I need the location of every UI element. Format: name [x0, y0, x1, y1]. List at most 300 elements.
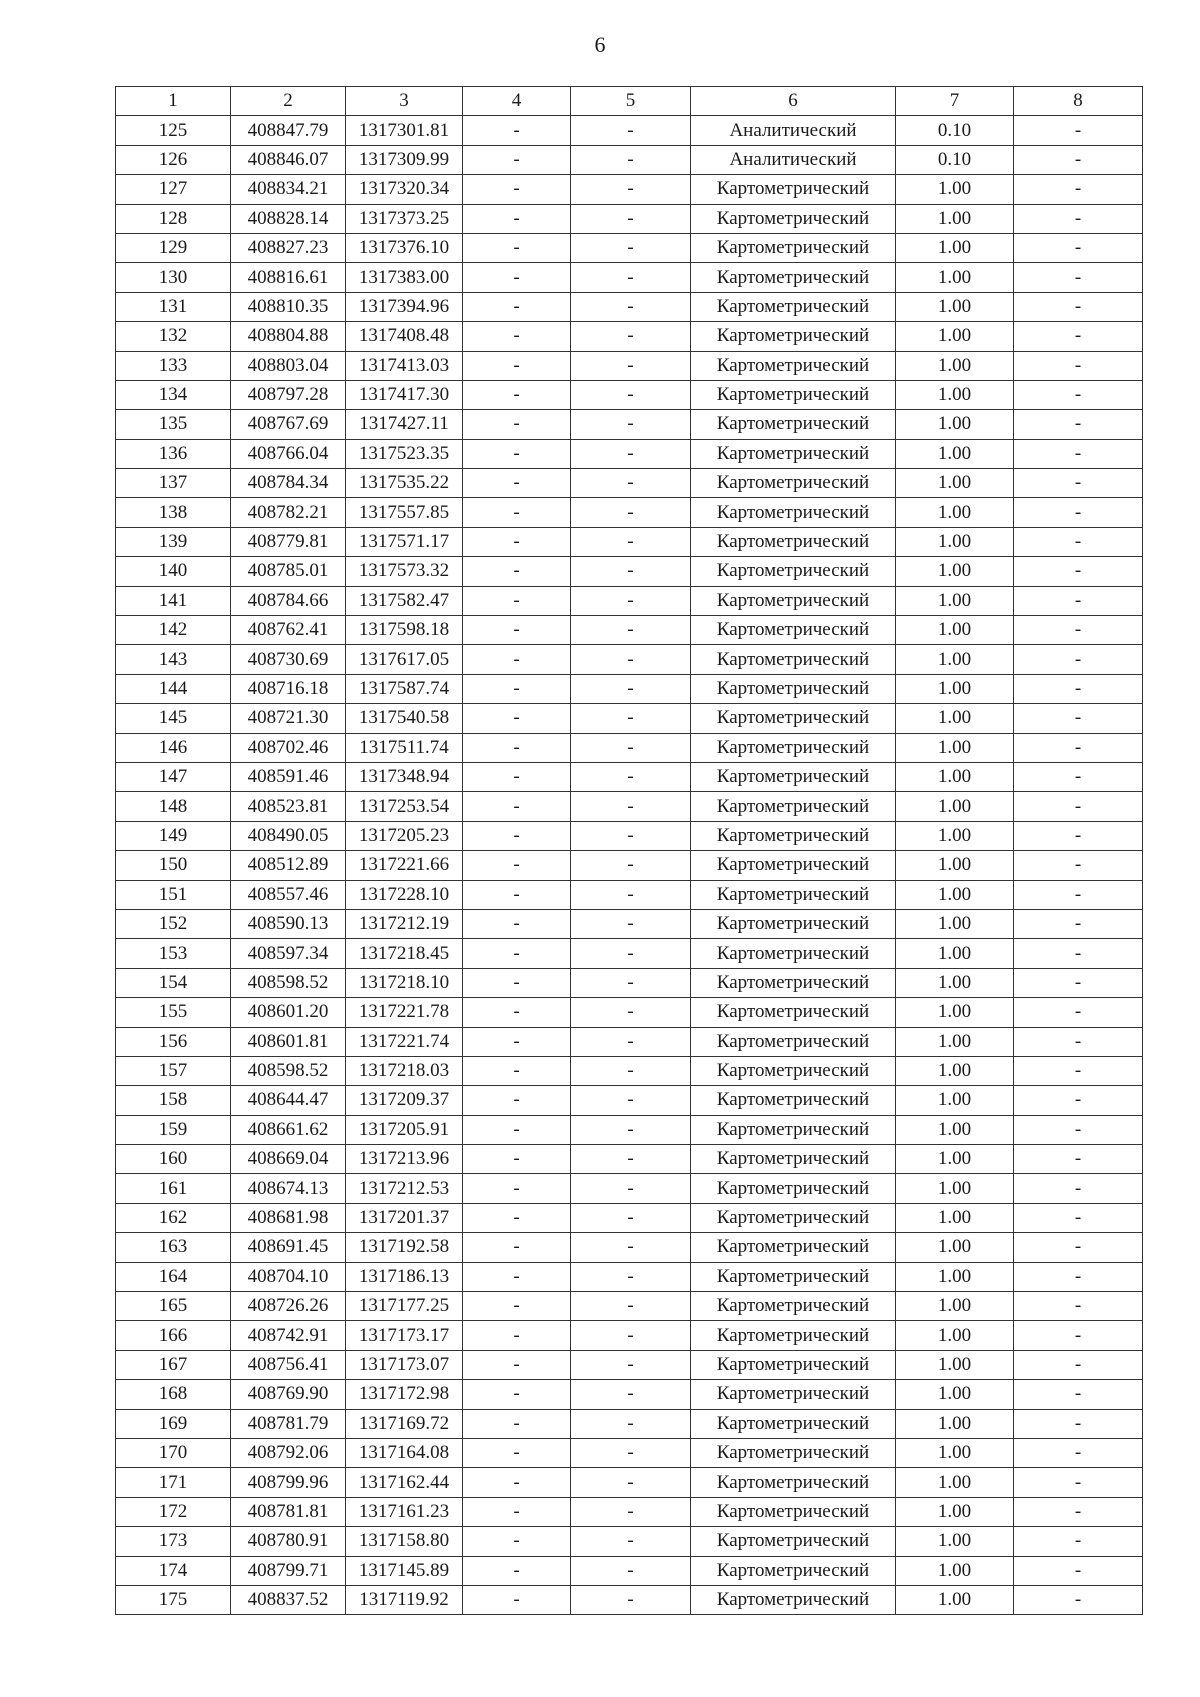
column-5-cell: -: [571, 821, 691, 850]
point-number-cell: 145: [116, 704, 231, 733]
column-8-cell: -: [1014, 439, 1143, 468]
method-cell: Картометрический: [691, 1262, 896, 1291]
table-row: [116, 645, 1143, 674]
column-8-cell: -: [1014, 1086, 1143, 1115]
column-8-cell: -: [1014, 204, 1143, 233]
column-4-cell: -: [463, 645, 571, 674]
accuracy-cell: 1.00: [896, 1115, 1014, 1144]
method-cell: Картометрический: [691, 1585, 896, 1614]
y-coordinate-cell: 1317172.98: [346, 1380, 463, 1409]
accuracy-cell: 1.00: [896, 851, 1014, 880]
column-8-cell: -: [1014, 322, 1143, 351]
table-body: [116, 116, 1143, 1615]
y-coordinate-cell: 1317205.23: [346, 821, 463, 850]
header-cell: 2: [231, 87, 346, 116]
column-8-cell: -: [1014, 1145, 1143, 1174]
method-cell: Картометрический: [691, 704, 896, 733]
method-cell: Картометрический: [691, 968, 896, 997]
column-5-cell: -: [571, 1086, 691, 1115]
table-row: [116, 204, 1143, 233]
point-number-cell: 175: [116, 1585, 231, 1614]
table-row: [116, 292, 1143, 321]
method-cell: Картометрический: [691, 733, 896, 762]
y-coordinate-cell: 1317394.96: [346, 292, 463, 321]
accuracy-cell: 1.00: [896, 1380, 1014, 1409]
column-4-cell: -: [463, 527, 571, 556]
accuracy-cell: 1.00: [896, 527, 1014, 556]
column-8-cell: -: [1014, 704, 1143, 733]
method-cell: Картометрический: [691, 1438, 896, 1467]
table-row: [116, 498, 1143, 527]
accuracy-cell: 1.00: [896, 586, 1014, 615]
x-coordinate-cell: 408704.10: [231, 1262, 346, 1291]
point-number-cell: 128: [116, 204, 231, 233]
table-row: [116, 1438, 1143, 1467]
column-4-cell: -: [463, 1468, 571, 1497]
x-coordinate-cell: 408781.81: [231, 1497, 346, 1526]
column-4-cell: -: [463, 116, 571, 145]
y-coordinate-cell: 1317376.10: [346, 233, 463, 262]
header-row: [116, 87, 1143, 116]
method-cell: Картометрический: [691, 674, 896, 703]
method-cell: Картометрический: [691, 380, 896, 409]
table-row: [116, 1086, 1143, 1115]
point-number-cell: 126: [116, 145, 231, 174]
accuracy-cell: 1.00: [896, 1086, 1014, 1115]
header-cell: 7: [896, 87, 1014, 116]
x-coordinate-cell: 408661.62: [231, 1115, 346, 1144]
column-5-cell: -: [571, 1174, 691, 1203]
x-coordinate-cell: 408828.14: [231, 204, 346, 233]
column-4-cell: -: [463, 851, 571, 880]
point-number-cell: 153: [116, 939, 231, 968]
x-coordinate-cell: 408669.04: [231, 1145, 346, 1174]
x-coordinate-cell: 408784.66: [231, 586, 346, 615]
table-row: [116, 1292, 1143, 1321]
column-5-cell: -: [571, 1527, 691, 1556]
column-8-cell: -: [1014, 233, 1143, 262]
accuracy-cell: 1.00: [896, 645, 1014, 674]
accuracy-cell: 1.00: [896, 1497, 1014, 1526]
y-coordinate-cell: 1317511.74: [346, 733, 463, 762]
x-coordinate-cell: 408792.06: [231, 1438, 346, 1467]
table-row: [116, 1350, 1143, 1379]
method-cell: Картометрический: [691, 1145, 896, 1174]
y-coordinate-cell: 1317169.72: [346, 1409, 463, 1438]
column-4-cell: -: [463, 1497, 571, 1526]
column-8-cell: -: [1014, 145, 1143, 174]
table-row: [116, 1527, 1143, 1556]
accuracy-cell: 1.00: [896, 469, 1014, 498]
page-number: 6: [594, 32, 606, 57]
y-coordinate-cell: 1317320.34: [346, 175, 463, 204]
x-coordinate-cell: 408804.88: [231, 322, 346, 351]
method-cell: Аналитический: [691, 116, 896, 145]
column-5-cell: -: [571, 351, 691, 380]
accuracy-cell: 1.00: [896, 1145, 1014, 1174]
method-cell: Картометрический: [691, 439, 896, 468]
y-coordinate-cell: 1317158.80: [346, 1527, 463, 1556]
point-number-cell: 160: [116, 1145, 231, 1174]
column-8-cell: -: [1014, 1556, 1143, 1585]
header-cell: 3: [346, 87, 463, 116]
y-coordinate-cell: 1317173.07: [346, 1350, 463, 1379]
column-8-cell: -: [1014, 909, 1143, 938]
x-coordinate-cell: 408721.30: [231, 704, 346, 733]
table-row: [116, 263, 1143, 292]
point-number-cell: 152: [116, 909, 231, 938]
column-4-cell: -: [463, 351, 571, 380]
point-number-cell: 131: [116, 292, 231, 321]
column-5-cell: -: [571, 1409, 691, 1438]
column-8-cell: -: [1014, 292, 1143, 321]
method-cell: Картометрический: [691, 1380, 896, 1409]
column-8-cell: -: [1014, 410, 1143, 439]
x-coordinate-cell: 408598.52: [231, 968, 346, 997]
column-4-cell: -: [463, 792, 571, 821]
column-4-cell: -: [463, 145, 571, 174]
table-row: [116, 1203, 1143, 1232]
point-number-cell: 135: [116, 410, 231, 439]
column-5-cell: -: [571, 851, 691, 880]
accuracy-cell: 1.00: [896, 263, 1014, 292]
x-coordinate-cell: 408782.21: [231, 498, 346, 527]
column-4-cell: -: [463, 410, 571, 439]
accuracy-cell: 1.00: [896, 1262, 1014, 1291]
accuracy-cell: 1.00: [896, 498, 1014, 527]
point-number-cell: 136: [116, 439, 231, 468]
column-8-cell: -: [1014, 1380, 1143, 1409]
column-8-cell: -: [1014, 1409, 1143, 1438]
column-5-cell: -: [571, 1233, 691, 1262]
method-cell: Картометрический: [691, 939, 896, 968]
accuracy-cell: 1.00: [896, 1321, 1014, 1350]
column-4-cell: -: [463, 733, 571, 762]
x-coordinate-cell: 408837.52: [231, 1585, 346, 1614]
column-5-cell: -: [571, 968, 691, 997]
column-8-cell: -: [1014, 616, 1143, 645]
x-coordinate-cell: 408769.90: [231, 1380, 346, 1409]
column-4-cell: -: [463, 1174, 571, 1203]
accuracy-cell: 1.00: [896, 1056, 1014, 1085]
column-8-cell: -: [1014, 498, 1143, 527]
method-cell: Картометрический: [691, 998, 896, 1027]
x-coordinate-cell: 408781.79: [231, 1409, 346, 1438]
point-number-cell: 125: [116, 116, 231, 145]
column-4-cell: -: [463, 998, 571, 1027]
table-row: [116, 527, 1143, 556]
y-coordinate-cell: 1317408.48: [346, 322, 463, 351]
column-5-cell: -: [571, 498, 691, 527]
y-coordinate-cell: 1317617.05: [346, 645, 463, 674]
x-coordinate-cell: 408557.46: [231, 880, 346, 909]
point-number-cell: 133: [116, 351, 231, 380]
column-4-cell: -: [463, 498, 571, 527]
x-coordinate-cell: 408601.81: [231, 1027, 346, 1056]
column-4-cell: -: [463, 821, 571, 850]
accuracy-cell: 1.00: [896, 1203, 1014, 1232]
accuracy-cell: 1.00: [896, 1174, 1014, 1203]
method-cell: Картометрический: [691, 586, 896, 615]
y-coordinate-cell: 1317218.45: [346, 939, 463, 968]
column-8-cell: -: [1014, 263, 1143, 292]
x-coordinate-cell: 408716.18: [231, 674, 346, 703]
column-5-cell: -: [571, 1203, 691, 1232]
x-coordinate-cell: 408799.96: [231, 1468, 346, 1497]
method-cell: Картометрический: [691, 1527, 896, 1556]
accuracy-cell: 1.00: [896, 674, 1014, 703]
y-coordinate-cell: 1317301.81: [346, 116, 463, 145]
column-5-cell: -: [571, 1056, 691, 1085]
point-number-cell: 158: [116, 1086, 231, 1115]
accuracy-cell: 1.00: [896, 322, 1014, 351]
method-cell: Картометрический: [691, 204, 896, 233]
y-coordinate-cell: 1317201.37: [346, 1203, 463, 1232]
column-8-cell: -: [1014, 645, 1143, 674]
column-8-cell: -: [1014, 1174, 1143, 1203]
y-coordinate-cell: 1317119.92: [346, 1585, 463, 1614]
table-row: [116, 851, 1143, 880]
column-8-cell: -: [1014, 1527, 1143, 1556]
table-row: [116, 909, 1143, 938]
method-cell: Картометрический: [691, 527, 896, 556]
method-cell: Картометрический: [691, 1292, 896, 1321]
table-row: [116, 1468, 1143, 1497]
column-8-cell: -: [1014, 1292, 1143, 1321]
method-cell: Картометрический: [691, 233, 896, 262]
method-cell: Картометрический: [691, 880, 896, 909]
column-4-cell: -: [463, 1056, 571, 1085]
column-4-cell: -: [463, 674, 571, 703]
method-cell: Картометрический: [691, 469, 896, 498]
y-coordinate-cell: 1317309.99: [346, 145, 463, 174]
accuracy-cell: 1.00: [896, 968, 1014, 997]
y-coordinate-cell: 1317221.66: [346, 851, 463, 880]
accuracy-cell: 1.00: [896, 204, 1014, 233]
column-4-cell: -: [463, 968, 571, 997]
column-8-cell: -: [1014, 1027, 1143, 1056]
column-8-cell: -: [1014, 1115, 1143, 1144]
x-coordinate-cell: 408702.46: [231, 733, 346, 762]
point-number-cell: 143: [116, 645, 231, 674]
column-4-cell: -: [463, 704, 571, 733]
column-8-cell: -: [1014, 792, 1143, 821]
method-cell: Картометрический: [691, 1027, 896, 1056]
column-5-cell: -: [571, 880, 691, 909]
accuracy-cell: 1.00: [896, 175, 1014, 204]
column-4-cell: -: [463, 1438, 571, 1467]
column-4-cell: -: [463, 1086, 571, 1115]
column-5-cell: -: [571, 1556, 691, 1585]
column-5-cell: -: [571, 674, 691, 703]
accuracy-cell: 1.00: [896, 998, 1014, 1027]
y-coordinate-cell: 1317162.44: [346, 1468, 463, 1497]
column-8-cell: -: [1014, 821, 1143, 850]
x-coordinate-cell: 408601.20: [231, 998, 346, 1027]
x-coordinate-cell: 408785.01: [231, 557, 346, 586]
column-8-cell: -: [1014, 527, 1143, 556]
table-row: [116, 1233, 1143, 1262]
column-5-cell: -: [571, 792, 691, 821]
method-cell: Аналитический: [691, 145, 896, 174]
column-5-cell: -: [571, 145, 691, 174]
x-coordinate-cell: 408644.47: [231, 1086, 346, 1115]
accuracy-cell: 1.00: [896, 1409, 1014, 1438]
method-cell: Картометрический: [691, 1409, 896, 1438]
column-8-cell: -: [1014, 998, 1143, 1027]
x-coordinate-cell: 408742.91: [231, 1321, 346, 1350]
column-5-cell: -: [571, 204, 691, 233]
y-coordinate-cell: 1317540.58: [346, 704, 463, 733]
y-coordinate-cell: 1317417.30: [346, 380, 463, 409]
column-5-cell: -: [571, 263, 691, 292]
x-coordinate-cell: 408591.46: [231, 762, 346, 791]
table-row: [116, 322, 1143, 351]
x-coordinate-cell: 408597.34: [231, 939, 346, 968]
table-row: [116, 145, 1143, 174]
method-cell: Картометрический: [691, 498, 896, 527]
column-8-cell: -: [1014, 586, 1143, 615]
y-coordinate-cell: 1317173.17: [346, 1321, 463, 1350]
y-coordinate-cell: 1317557.85: [346, 498, 463, 527]
point-number-cell: 141: [116, 586, 231, 615]
table-row: [116, 410, 1143, 439]
table-row: [116, 1056, 1143, 1085]
accuracy-cell: 1.00: [896, 351, 1014, 380]
y-coordinate-cell: 1317212.19: [346, 909, 463, 938]
point-number-cell: 164: [116, 1262, 231, 1291]
column-8-cell: -: [1014, 851, 1143, 880]
x-coordinate-cell: 408834.21: [231, 175, 346, 204]
x-coordinate-cell: 408726.26: [231, 1292, 346, 1321]
point-number-cell: 130: [116, 263, 231, 292]
column-4-cell: -: [463, 762, 571, 791]
column-5-cell: -: [571, 1350, 691, 1379]
column-5-cell: -: [571, 1468, 691, 1497]
column-8-cell: -: [1014, 469, 1143, 498]
table-row: [116, 1262, 1143, 1291]
method-cell: Картометрический: [691, 351, 896, 380]
point-number-cell: 149: [116, 821, 231, 850]
column-5-cell: -: [571, 1027, 691, 1056]
y-coordinate-cell: 1317523.35: [346, 439, 463, 468]
column-8-cell: -: [1014, 939, 1143, 968]
point-number-cell: 150: [116, 851, 231, 880]
x-coordinate-cell: 408762.41: [231, 616, 346, 645]
column-8-cell: -: [1014, 1203, 1143, 1232]
point-number-cell: 151: [116, 880, 231, 909]
table-row: [116, 762, 1143, 791]
y-coordinate-cell: 1317228.10: [346, 880, 463, 909]
point-number-cell: 134: [116, 380, 231, 409]
accuracy-cell: 1.00: [896, 762, 1014, 791]
column-5-cell: -: [571, 1292, 691, 1321]
column-4-cell: -: [463, 1145, 571, 1174]
column-8-cell: -: [1014, 175, 1143, 204]
column-5-cell: -: [571, 1321, 691, 1350]
method-cell: Картометрический: [691, 1233, 896, 1262]
column-4-cell: -: [463, 616, 571, 645]
column-4-cell: -: [463, 175, 571, 204]
column-5-cell: -: [571, 1145, 691, 1174]
y-coordinate-cell: 1317413.03: [346, 351, 463, 380]
method-cell: Картометрический: [691, 851, 896, 880]
column-5-cell: -: [571, 645, 691, 674]
table-row: [116, 1497, 1143, 1526]
table-row: [116, 939, 1143, 968]
x-coordinate-cell: 408816.61: [231, 263, 346, 292]
table-row: [116, 1027, 1143, 1056]
column-8-cell: -: [1014, 1321, 1143, 1350]
method-cell: Картометрический: [691, 1086, 896, 1115]
column-4-cell: -: [463, 1409, 571, 1438]
accuracy-cell: 1.00: [896, 880, 1014, 909]
x-coordinate-cell: 408766.04: [231, 439, 346, 468]
accuracy-cell: 1.00: [896, 1468, 1014, 1497]
column-4-cell: -: [463, 1380, 571, 1409]
method-cell: Картометрический: [691, 292, 896, 321]
column-4-cell: -: [463, 263, 571, 292]
x-coordinate-cell: 408846.07: [231, 145, 346, 174]
column-5-cell: -: [571, 322, 691, 351]
coordinates-table: [115, 86, 1143, 1615]
accuracy-cell: 1.00: [896, 939, 1014, 968]
x-coordinate-cell: 408810.35: [231, 292, 346, 321]
table-row: [116, 1409, 1143, 1438]
column-8-cell: -: [1014, 116, 1143, 145]
accuracy-cell: 1.00: [896, 821, 1014, 850]
accuracy-cell: 1.00: [896, 792, 1014, 821]
y-coordinate-cell: 1317348.94: [346, 762, 463, 791]
table-row: [116, 792, 1143, 821]
method-cell: Картометрический: [691, 1203, 896, 1232]
accuracy-cell: 1.00: [896, 1292, 1014, 1321]
column-5-cell: -: [571, 469, 691, 498]
x-coordinate-cell: 408523.81: [231, 792, 346, 821]
column-4-cell: -: [463, 1350, 571, 1379]
table-row: [116, 469, 1143, 498]
method-cell: Картометрический: [691, 821, 896, 850]
column-5-cell: -: [571, 586, 691, 615]
point-number-cell: 142: [116, 616, 231, 645]
table-row: [116, 1556, 1143, 1585]
column-8-cell: -: [1014, 674, 1143, 703]
accuracy-cell: 1.00: [896, 557, 1014, 586]
point-number-cell: 161: [116, 1174, 231, 1203]
point-number-cell: 144: [116, 674, 231, 703]
table-row: [116, 704, 1143, 733]
table-row: [116, 1380, 1143, 1409]
column-4-cell: -: [463, 557, 571, 586]
point-number-cell: 166: [116, 1321, 231, 1350]
method-cell: Картометрический: [691, 616, 896, 645]
point-number-cell: 171: [116, 1468, 231, 1497]
accuracy-cell: 1.00: [896, 410, 1014, 439]
table-row: [116, 1585, 1143, 1614]
column-4-cell: -: [463, 1321, 571, 1350]
point-number-cell: 168: [116, 1380, 231, 1409]
y-coordinate-cell: 1317161.23: [346, 1497, 463, 1526]
table-row: [116, 175, 1143, 204]
point-number-cell: 137: [116, 469, 231, 498]
y-coordinate-cell: 1317213.96: [346, 1145, 463, 1174]
column-5-cell: -: [571, 1438, 691, 1467]
column-8-cell: -: [1014, 1438, 1143, 1467]
point-number-cell: 159: [116, 1115, 231, 1144]
point-number-cell: 157: [116, 1056, 231, 1085]
column-5-cell: -: [571, 1262, 691, 1291]
accuracy-cell: 1.00: [896, 1350, 1014, 1379]
